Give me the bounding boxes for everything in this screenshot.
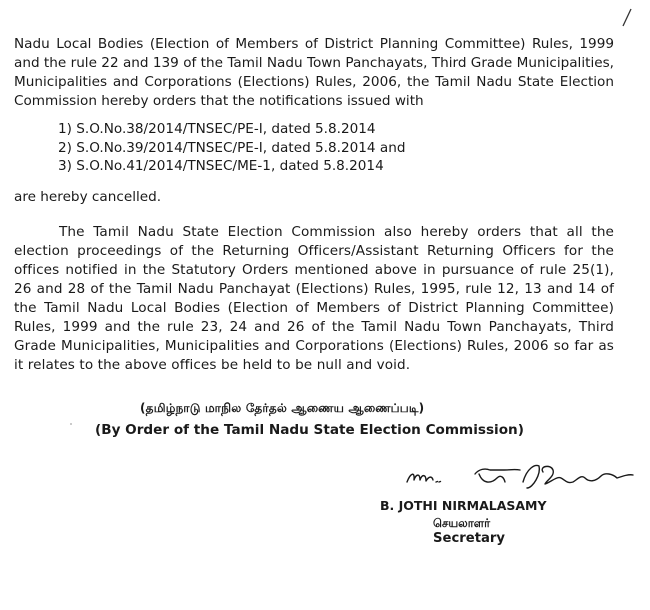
order-line-tamil: (தமிழ்நாடு மாநில தேர்தல் ஆணைய ஆணைப்படி) xyxy=(140,401,425,415)
list-item: 3) S.O.No.41/2014/TNSEC/ME-1, dated 5.8.2014 xyxy=(58,158,384,174)
pen-mark xyxy=(620,6,634,28)
paragraph-cancelled: are hereby cancelled. xyxy=(14,189,162,205)
order-line-english: (By Order of the Tamil Nadu State Election Commission) xyxy=(95,422,524,438)
signatory-title-tamil: செயலாளர் xyxy=(433,516,491,530)
signatory-title: Secretary xyxy=(433,531,506,546)
cancelled-orders-list xyxy=(58,120,405,176)
paragraph-proceedings-void: The Tamil Nadu State Election Commission also hereby orders that all the election proceedings of the Returning Officers/Assistant Returning Officers for the offices notified in the Statutory Orders mentioned above in pursuance of rule 25(1), 26 and 28 of the Tamil Nadu Panchayat (Elections) Rules, 1995, rule 12, 13 and 14 of the Tamil Nadu Local Bodies (Election of Members of District Planning Committee) Rules, 1999 and the rule 23, 24 and 26 of the Tamil Nadu Town Panchayats, Third Grade Municipalities, Municipalities and Corporations (Elections) Rules, 2006 so far as it relates to the above offices be held to be null and void. xyxy=(14,224,614,373)
stray-dot xyxy=(70,423,72,425)
paragraph-rules-reference: Nadu Local Bodies (Election of Members of District Planning Committee) Rules, 1999 and the rule 22 and 139 of the Tamil Nadu Town Panchayats, Third Grade Municipalities, Municipalities and Corporations (Elections) Rules, 2006, the Tamil Nadu State Election Commission hereby orders that the notifications issued with xyxy=(14,36,614,109)
handwritten-signature xyxy=(405,460,635,500)
signatory-name: B. JOTHI NIRMALASAMY xyxy=(380,498,547,513)
list-item: 1) S.O.No.38/2014/TNSEC/PE-I, dated 5.8.2014 xyxy=(58,121,376,137)
list-item: 2) S.O.No.39/2014/TNSEC/PE-I, dated 5.8.2014 and xyxy=(58,139,406,156)
